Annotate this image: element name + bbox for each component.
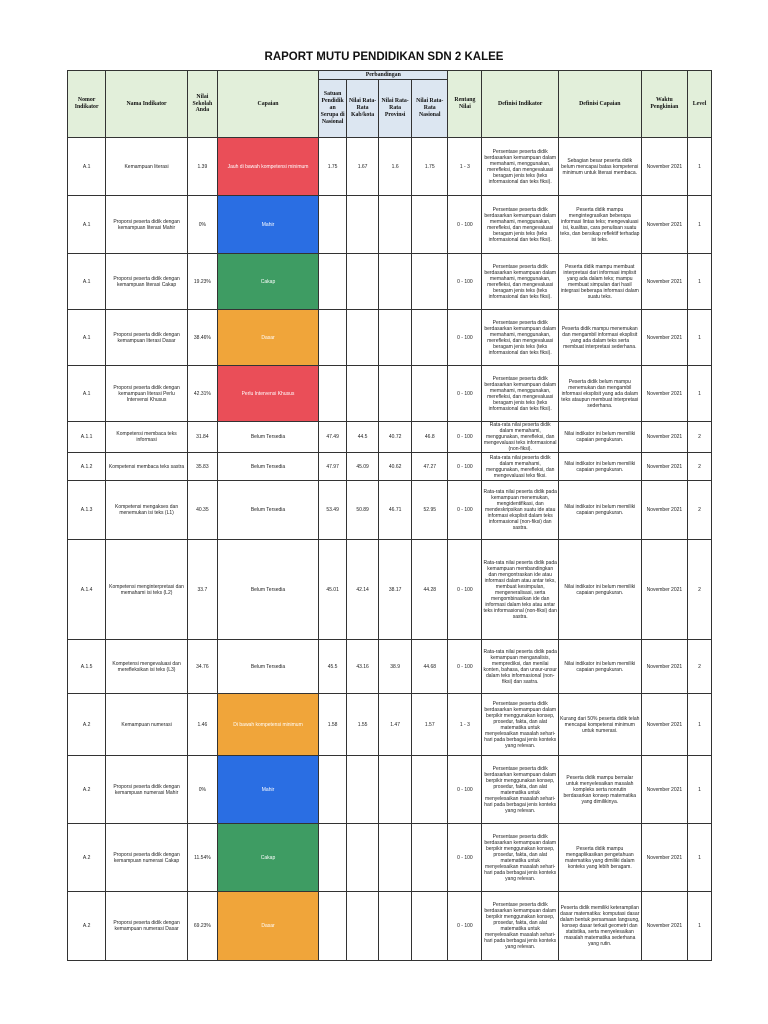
table-row — [68, 453, 712, 481]
definisi-indikator-cell: Persentase peserta didik berdasarkan kemampuan dalam berpikir menggunakan konsep, prosedur, fakta, dan alat matematika untuk menyelesaikan masalah sehari-hari pada berbagai jenis konteks yang relevan. — [482, 694, 558, 756]
definisi-capaian-cell: Nilai indikator ini belum memiliki capaian pengukuran. — [558, 540, 641, 640]
header-level: Level — [688, 71, 712, 138]
level-cell: 1 — [688, 824, 712, 892]
rentang-nilai-cell: 0 - 100 — [448, 540, 482, 640]
level-cell: 1 — [688, 310, 712, 366]
header-kab: Nilai Rata-Rata Kab/kota — [347, 80, 379, 138]
nilai-satuan-serupa-cell — [319, 892, 347, 961]
header-nilai: Nilai Sekolah Anda — [187, 71, 217, 138]
nilai-satuan-serupa-cell — [319, 756, 347, 824]
capaian-cell: Perlu Intervensi Khusus — [217, 366, 318, 422]
definisi-capaian-cell: Peserta didik mampu mengintegrasikan beberapa informasi lintas teks; mengevaluasi isi, kualitas, cara penulisan suatu teks, dan bersikap reflektif terhadap isi teks. — [558, 196, 641, 254]
definisi-capaian-cell: Peserta didik mampu bernalar untuk menyelesaikan masalah kompleks serta nonrutin berdasarkan konsep matematika yang dimilikinya. — [558, 756, 641, 824]
definisi-capaian-cell: Nilai indikator ini belum memiliki capaian pengukuran. — [558, 640, 641, 694]
indikator-nama-cell: Kompetensi mengevaluasi dan merefleksikan isi teks (L3) — [106, 640, 188, 694]
nilai-sekolah-cell: 35.83 — [187, 453, 217, 481]
nilai-satuan-serupa-cell: 47.97 — [319, 453, 347, 481]
definisi-indikator-cell: Persentase peserta didik berdasarkan kemampuan dalam berpikir menggunakan konsep, prosedur, fakta, dan alat matematika untuk menyelesaikan masalah sehari-hari pada berbagai jenis konteks yang relevan. — [482, 892, 558, 961]
definisi-capaian-cell: Kurang dari 50% peserta didik telah mencapai kompetensi minimum untuk numerasi. — [558, 694, 641, 756]
nilai-sekolah-cell: 0% — [187, 756, 217, 824]
capaian-cell: Cakap — [217, 254, 318, 310]
nilai-sekolah-cell: 31.84 — [187, 422, 217, 453]
waktu-pengkinian-cell: November 2021 — [641, 824, 688, 892]
nilai-prov-cell — [379, 196, 412, 254]
nilai-satuan-serupa-cell — [319, 366, 347, 422]
nilai-kab-cell — [347, 366, 379, 422]
header-capaian: Capaian — [217, 71, 318, 138]
definisi-indikator-cell: Rata-rata nilai peserta didik dalam memahami, menggunakan, merefleksi, dan mengevaluasi teks fiksi. — [482, 453, 558, 481]
nilai-satuan-serupa-cell: 47.49 — [319, 422, 347, 453]
nilai-kab-cell: 42.14 — [347, 540, 379, 640]
definisi-capaian-cell: Nilai indikator ini belum memiliki capaian pengukuran. — [558, 422, 641, 453]
rentang-nilai-cell: 0 - 100 — [448, 453, 482, 481]
nilai-satuan-serupa-cell: 45.01 — [319, 540, 347, 640]
waktu-pengkinian-cell: November 2021 — [641, 453, 688, 481]
nilai-satuan-serupa-cell: 1.75 — [319, 138, 347, 196]
waktu-pengkinian-cell: November 2021 — [641, 540, 688, 640]
waktu-pengkinian-cell: November 2021 — [641, 756, 688, 824]
nilai-prov-cell: 46.71 — [379, 481, 412, 540]
capaian-cell: Belum Tersedia — [217, 481, 318, 540]
definisi-indikator-cell: Persentase peserta didik berdasarkan kemampuan dalam memahami, menggunakan, merefleksi, dan mengevaluasi beragam jenis teks (teks informasional dan teks fiksi). — [482, 310, 558, 366]
nilai-nas-cell — [412, 892, 448, 961]
waktu-pengkinian-cell: November 2021 — [641, 640, 688, 694]
rentang-nilai-cell: 1 - 3 — [448, 694, 482, 756]
definisi-indikator-cell: Rata-rata nilai peserta didik pada kemampuan membandingkan dan mengontraskan ide atau informasi dalam atau antar teks, membuat kesimpulan, mengeneralisasi, serta mengombinasikan ide dan informasi dalam teks atau antar teks informasional (non-fiksi) dan sastra. — [482, 540, 558, 640]
nilai-sekolah-cell: 34.76 — [187, 640, 217, 694]
indikator-nama-cell: Kemampuan literasi — [106, 138, 188, 196]
definisi-indikator-cell: Persentase peserta didik berdasarkan kemampuan dalam berpikir menggunakan konsep, prosedur, fakta, dan alat matematika untuk menyelesaikan masalah sehari-hari pada berbagai jenis konteks yang relevan. — [482, 756, 558, 824]
nilai-sekolah-cell: 42.31% — [187, 366, 217, 422]
indikator-nomor-cell: A.1.1 — [68, 422, 106, 453]
nilai-kab-cell — [347, 756, 379, 824]
rentang-nilai-cell: 0 - 100 — [448, 196, 482, 254]
nilai-sekolah-cell: 33.7 — [187, 540, 217, 640]
nilai-sekolah-cell: 1.39 — [187, 138, 217, 196]
rentang-nilai-cell: 0 - 100 — [448, 310, 482, 366]
indikator-nama-cell: Proporsi peserta didik dengan kemampuan numerasi Dasar — [106, 892, 188, 961]
header-nomor: Nomor Indikator — [68, 71, 106, 138]
indikator-nomor-cell: A.1 — [68, 254, 106, 310]
table-row — [68, 196, 712, 254]
nilai-prov-cell: 1.47 — [379, 694, 412, 756]
rentang-nilai-cell: 0 - 100 — [448, 892, 482, 961]
nilai-kab-cell — [347, 254, 379, 310]
indikator-nomor-cell: A.1 — [68, 310, 106, 366]
waktu-pengkinian-cell: November 2021 — [641, 366, 688, 422]
definisi-indikator-cell: Persentase peserta didik berdasarkan kemampuan dalam berpikir menggunakan konsep, prosedur, fakta, dan alat matematika untuk menyelesaikan masalah sehari-hari pada berbagai jenis konteks yang relevan. — [482, 824, 558, 892]
definisi-capaian-cell: Nilai indikator ini belum memiliki capaian pengukuran. — [558, 481, 641, 540]
waktu-pengkinian-cell: November 2021 — [641, 892, 688, 961]
nilai-nas-cell: 47.27 — [412, 453, 448, 481]
nilai-satuan-serupa-cell: 1.58 — [319, 694, 347, 756]
nilai-nas-cell: 1.75 — [412, 138, 448, 196]
definisi-indikator-cell: Persentase peserta didik berdasarkan kemampuan dalam memahami, menggunakan, merefleksi, dan mengevaluasi beragam jenis teks (teks informasional dan teks fiksi). — [482, 366, 558, 422]
header-definisi-indikator: Definisi Indikator — [482, 71, 558, 138]
definisi-capaian-cell: Peserta didik belum mampu menemukan dan mengambil informasi eksplisit yang ada dalam teks ataupun membuat interpretasi sederhana. — [558, 366, 641, 422]
nilai-kab-cell: 45.09 — [347, 453, 379, 481]
table-row — [68, 422, 712, 453]
nilai-kab-cell: 1.55 — [347, 694, 379, 756]
waktu-pengkinian-cell: November 2021 — [641, 310, 688, 366]
level-cell: 2 — [688, 540, 712, 640]
nilai-sekolah-cell: 19.23% — [187, 254, 217, 310]
nilai-prov-cell — [379, 254, 412, 310]
indikator-nomor-cell: A.2 — [68, 824, 106, 892]
nilai-satuan-serupa-cell — [319, 310, 347, 366]
nilai-nas-cell — [412, 366, 448, 422]
nilai-sekolah-cell: 1.46 — [187, 694, 217, 756]
nilai-kab-cell — [347, 824, 379, 892]
level-cell: 1 — [688, 366, 712, 422]
definisi-capaian-cell: Sebagian besar peserta didik belum mencapai batas kompetensi minimum untuk literasi membaca. — [558, 138, 641, 196]
level-cell: 1 — [688, 196, 712, 254]
nilai-prov-cell — [379, 756, 412, 824]
header-waktu: Waktu Pengkinian — [641, 71, 688, 138]
nilai-nas-cell: 1.57 — [412, 694, 448, 756]
nilai-sekolah-cell: 11.54% — [187, 824, 217, 892]
rentang-nilai-cell: 0 - 100 — [448, 481, 482, 540]
capaian-cell: Jauh di bawah kompetensi minimum — [217, 138, 318, 196]
level-cell: 1 — [688, 138, 712, 196]
indikator-nama-cell: Kompetensi mengakses dan menemukan isi teks (L1) — [106, 481, 188, 540]
indikator-nomor-cell: A.1 — [68, 196, 106, 254]
nilai-kab-cell — [347, 310, 379, 366]
nilai-satuan-serupa-cell: 53.49 — [319, 481, 347, 540]
table-row — [68, 254, 712, 310]
nilai-nas-cell: 52.95 — [412, 481, 448, 540]
level-cell: 1 — [688, 756, 712, 824]
nilai-sekolah-cell: 0% — [187, 196, 217, 254]
nilai-kab-cell — [347, 196, 379, 254]
waktu-pengkinian-cell: November 2021 — [641, 254, 688, 310]
nilai-prov-cell — [379, 366, 412, 422]
waktu-pengkinian-cell: November 2021 — [641, 138, 688, 196]
indikator-nama-cell: Proporsi peserta didik dengan kemampuan literasi Dasar — [106, 310, 188, 366]
nilai-nas-cell: 44.68 — [412, 640, 448, 694]
table-row — [68, 892, 712, 961]
nilai-kab-cell: 1.67 — [347, 138, 379, 196]
indikator-nomor-cell: A.1.2 — [68, 453, 106, 481]
nilai-prov-cell: 40.62 — [379, 453, 412, 481]
definisi-indikator-cell: Persentase peserta didik berdasarkan kemampuan dalam memahami, menggunakan, merefleksi, dan mengevaluasi beragam jenis teks (teks informasional dan teks fiksi). — [482, 138, 558, 196]
nilai-prov-cell — [379, 824, 412, 892]
nilai-prov-cell — [379, 892, 412, 961]
indikator-nomor-cell: A.1.4 — [68, 540, 106, 640]
capaian-cell: Mahir — [217, 196, 318, 254]
definisi-capaian-cell: Peserta didik memiliki keterampilan dasar matematika: komputasi dasar dalam bentuk persamaan langsung, konsep dasar terkait geometri dan statistika, serta menyelesaikan masalah matematika sederhana yang rutin. — [558, 892, 641, 961]
header-prov: Nilai Rata-Rata Provinsi — [379, 80, 412, 138]
nilai-sekolah-cell: 38.46% — [187, 310, 217, 366]
waktu-pengkinian-cell: November 2021 — [641, 694, 688, 756]
indikator-nama-cell: Kompetensi menginterpretasi dan memahami isi teks (L2) — [106, 540, 188, 640]
table-row — [68, 481, 712, 540]
rentang-nilai-cell: 0 - 100 — [448, 824, 482, 892]
rentang-nilai-cell: 0 - 100 — [448, 422, 482, 453]
rentang-nilai-cell: 1 - 3 — [448, 138, 482, 196]
level-cell: 2 — [688, 481, 712, 540]
capaian-cell: Dasar — [217, 892, 318, 961]
nilai-nas-cell — [412, 756, 448, 824]
page-title: RAPORT MUTU PENDIDIKAN SDN 2 KALEE — [264, 51, 504, 63]
capaian-cell: Belum Tersedia — [217, 422, 318, 453]
capaian-cell: Belum Tersedia — [217, 640, 318, 694]
rentang-nilai-cell: 0 - 100 — [448, 756, 482, 824]
capaian-cell: Mahir — [217, 756, 318, 824]
header-nas: Nilai Rata-Rata Nasional — [412, 80, 448, 138]
table-row — [68, 694, 712, 756]
capaian-cell: Cakap — [217, 824, 318, 892]
definisi-capaian-cell: Nilai indikator ini belum memiliki capaian pengukuran. — [558, 453, 641, 481]
header-definisi-capaian: Definisi Capaian — [558, 71, 641, 138]
indikator-nama-cell: Proporsi peserta didik dengan kemampuan literasi Perlu Intervensi Khusus — [106, 366, 188, 422]
definisi-indikator-cell: Persentase peserta didik berdasarkan kemampuan dalam memahami, menggunakan, merefleksi, dan mengevaluasi beragam jenis teks (teks informasional dan teks fiksi). — [482, 254, 558, 310]
nilai-nas-cell — [412, 196, 448, 254]
nilai-prov-cell: 38.17 — [379, 540, 412, 640]
nilai-nas-cell: 44.28 — [412, 540, 448, 640]
nilai-satuan-serupa-cell — [319, 824, 347, 892]
definisi-indikator-cell: Rata-rata nilai peserta didik pada kemampuan menemukan, mengidentifikasi, dan mendeskripsikan suatu ide atau informasi eksplisit dalam teks informasional (non-fiksi) dan sastra. — [482, 481, 558, 540]
definisi-capaian-cell: Peserta didik mampu mengaplikasikan pengetahuan matematika yang dimiliki dalam konteks yang lebih beragam. — [558, 824, 641, 892]
nilai-prov-cell: 38.9 — [379, 640, 412, 694]
waktu-pengkinian-cell: November 2021 — [641, 422, 688, 453]
waktu-pengkinian-cell: November 2021 — [641, 196, 688, 254]
header-rentang: Rentang Nilai — [448, 71, 482, 138]
indikator-nomor-cell: A.1.5 — [68, 640, 106, 694]
indikator-nama-cell: Kemampuan numerasi — [106, 694, 188, 756]
nilai-prov-cell — [379, 310, 412, 366]
level-cell: 2 — [688, 453, 712, 481]
definisi-indikator-cell: Rata-rata nilai peserta didik pada kemampuan menganalisis, memprediksi, dan menilai konten, bahasa, dan unsur-unsur dalam teks informasional (non-fiksi) dan sastra. — [482, 640, 558, 694]
table-row — [68, 138, 712, 196]
indikator-nama-cell: Proporsi peserta didik dengan kemampuan literasi Cakap — [106, 254, 188, 310]
indikator-nama-cell: Kompetensi membaca teks sastra — [106, 453, 188, 481]
nilai-nas-cell: 46.8 — [412, 422, 448, 453]
indikator-nomor-cell: A.1 — [68, 366, 106, 422]
table-row — [68, 366, 712, 422]
indikator-nomor-cell: A.1 — [68, 138, 106, 196]
indikator-nomor-cell: A.1.3 — [68, 481, 106, 540]
level-cell: 1 — [688, 254, 712, 310]
rentang-nilai-cell: 0 - 100 — [448, 254, 482, 310]
nilai-satuan-serupa-cell: 45.5 — [319, 640, 347, 694]
nilai-satuan-serupa-cell — [319, 196, 347, 254]
table-row — [68, 310, 712, 366]
waktu-pengkinian-cell: November 2021 — [641, 481, 688, 540]
header-perbandingan: Perbandingan — [319, 71, 448, 80]
capaian-cell: Dasar — [217, 310, 318, 366]
indikator-nomor-cell: A.2 — [68, 892, 106, 961]
indikator-nama-cell: Proporsi peserta didik dengan kemampuan numerasi Mahir — [106, 756, 188, 824]
indikator-nomor-cell: A.2 — [68, 694, 106, 756]
rentang-nilai-cell: 0 - 100 — [448, 366, 482, 422]
definisi-indikator-cell: Persentase peserta didik berdasarkan kemampuan dalam memahami, menggunakan, merefleksi, dan mengevaluasi beragam jenis teks (teks informasional dan teks fiksi). — [482, 196, 558, 254]
table-row — [68, 540, 712, 640]
capaian-cell: Belum Tersedia — [217, 540, 318, 640]
indikator-nama-cell: Proporsi peserta didik dengan kemampuan numerasi Cakap — [106, 824, 188, 892]
table-row — [68, 824, 712, 892]
indikator-nama-cell: Proporsi peserta didik dengan kemampuan literasi Mahir — [106, 196, 188, 254]
definisi-capaian-cell: Peserta didik mampu membuat interpretasi dari informasi implisit yang ada dalam teks; mampu membuat simpulan dari hasil integrasi beberapa informasi dalam suatu teks. — [558, 254, 641, 310]
nilai-prov-cell: 40.72 — [379, 422, 412, 453]
table-row — [68, 640, 712, 694]
nilai-kab-cell: 44.5 — [347, 422, 379, 453]
level-cell: 2 — [688, 640, 712, 694]
indikator-nama-cell: Kompetensi membaca teks informasi — [106, 422, 188, 453]
nilai-sekolah-cell: 69.23% — [187, 892, 217, 961]
definisi-indikator-cell: Rata-rata nilai peserta didik dalam memahami, menggunakan, merefleksi, dan mengevaluasi teks informasional (non-fiksi). — [483, 422, 557, 452]
rentang-nilai-cell: 0 - 100 — [448, 640, 482, 694]
header-nama: Nama Indikator — [106, 71, 188, 138]
level-cell: 2 — [688, 422, 712, 453]
nilai-nas-cell — [412, 254, 448, 310]
capaian-cell: Belum Tersedia — [217, 453, 318, 481]
level-cell: 1 — [688, 694, 712, 756]
nilai-nas-cell — [412, 310, 448, 366]
table-row — [68, 756, 712, 824]
nilai-sekolah-cell: 40.35 — [187, 481, 217, 540]
indikator-nomor-cell: A.2 — [68, 756, 106, 824]
nilai-satuan-serupa-cell — [319, 254, 347, 310]
definisi-capaian-cell: Peserta didik mampu menemukan dan mengambil informasi eksplisit yang ada dalam teks serta membuat interpretasi sederhana. — [558, 310, 641, 366]
header-satuan: Satuan Pendidikan Serupa di Nasional — [319, 80, 347, 138]
capaian-cell: Di bawah kompetensi minimum — [217, 694, 318, 756]
nilai-kab-cell: 43.16 — [347, 640, 379, 694]
nilai-kab-cell: 50.89 — [347, 481, 379, 540]
level-cell: 1 — [688, 892, 712, 961]
nilai-kab-cell — [347, 892, 379, 961]
raport-table — [67, 70, 712, 961]
nilai-prov-cell: 1.6 — [379, 138, 412, 196]
nilai-nas-cell — [412, 824, 448, 892]
